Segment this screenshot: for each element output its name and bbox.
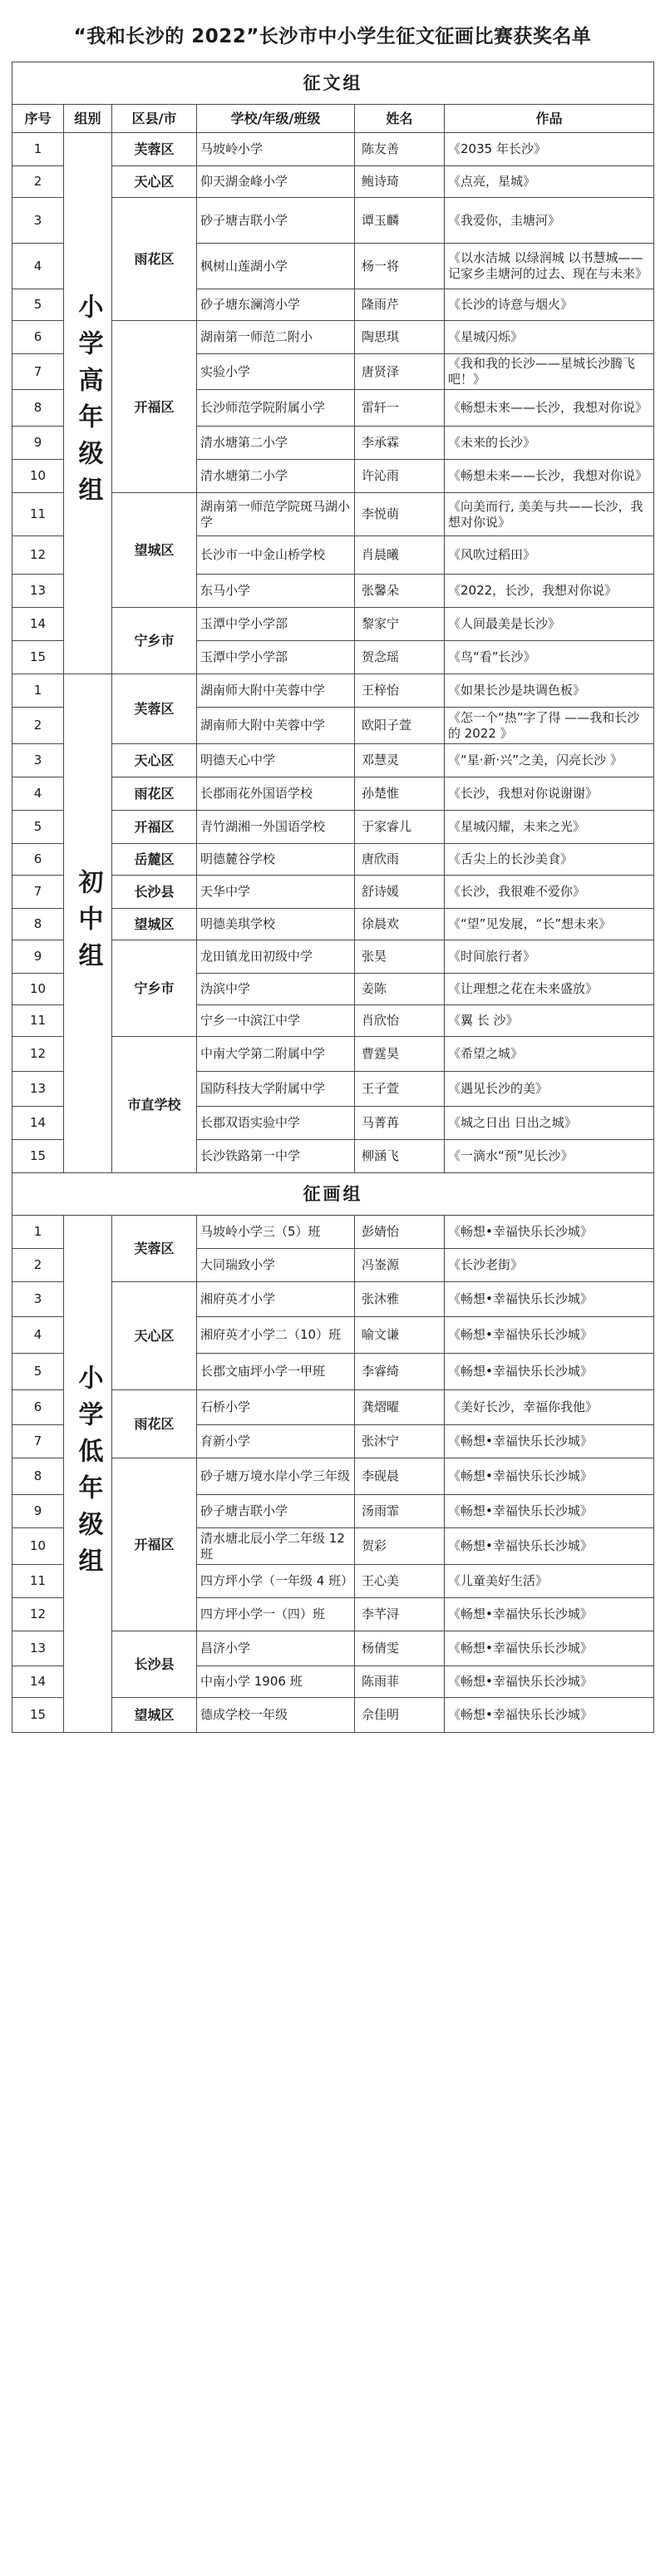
district-name: 芙蓉区 xyxy=(112,133,197,166)
table-row xyxy=(12,133,654,166)
work-cell: 《畅想未来——长沙，我想对你说》 xyxy=(445,460,654,493)
school-cell: 长郡文庙坪小学一甲班 xyxy=(197,1354,355,1390)
work-cell: 《舌尖上的长沙美食》 xyxy=(445,844,654,876)
district-name: 开福区 xyxy=(112,811,197,844)
school-cell: 大同瑞致小学 xyxy=(197,1249,355,1282)
district-name: 岳麓区 xyxy=(112,844,197,876)
row-index: 2 xyxy=(12,166,64,198)
name-cell: 李睿绮 xyxy=(355,1354,445,1390)
row-index: 11 xyxy=(12,1005,64,1037)
work-cell: 《儿童美好生活》 xyxy=(445,1565,654,1598)
district-name: 雨花区 xyxy=(112,1390,197,1458)
header-district: 区县/市 xyxy=(112,105,197,133)
district-name: 长沙县 xyxy=(112,876,197,909)
name-cell: 王梓怡 xyxy=(355,674,445,708)
header-row xyxy=(12,105,654,133)
work-cell: 《长沙老街》 xyxy=(445,1249,654,1282)
name-cell: 鲍诗琦 xyxy=(355,166,445,198)
row-index: 9 xyxy=(12,1495,64,1528)
row-index: 9 xyxy=(12,427,64,460)
name-cell: 冯崟源 xyxy=(355,1249,445,1282)
work-cell: 《未来的长沙》 xyxy=(445,427,654,460)
school-cell: 玉潭中学小学部 xyxy=(197,641,355,674)
row-index: 3 xyxy=(12,1282,64,1317)
work-cell: 《美好长沙，幸福你我他》 xyxy=(445,1390,654,1425)
row-index: 6 xyxy=(12,844,64,876)
name-cell: 邓慧灵 xyxy=(355,744,445,777)
painting-table xyxy=(12,1172,654,1733)
work-cell: 《我爱你，圭塘河》 xyxy=(445,198,654,244)
row-index: 3 xyxy=(12,744,64,777)
name-cell: 李承霖 xyxy=(355,427,445,460)
row-index: 13 xyxy=(12,575,64,608)
row-index: 15 xyxy=(12,641,64,674)
row-index: 3 xyxy=(12,198,64,244)
row-index: 1 xyxy=(12,133,64,166)
work-cell: 《鸟“看”长沙》 xyxy=(445,641,654,674)
district-name: 长沙县 xyxy=(112,1631,197,1698)
header-school: 学校/年级/班级 xyxy=(197,105,355,133)
row-index: 7 xyxy=(12,876,64,909)
name-cell: 唐欣雨 xyxy=(355,844,445,876)
name-cell: 许沁雨 xyxy=(355,460,445,493)
district-name: 望城区 xyxy=(112,1698,197,1733)
name-cell: 佘佳明 xyxy=(355,1698,445,1733)
school-cell: 长沙市一中金山桥学校 xyxy=(197,536,355,575)
school-cell: 枫树山莲湖小学 xyxy=(197,244,355,289)
table-row xyxy=(12,1216,654,1249)
work-cell: 《畅想•幸福快乐长沙城》 xyxy=(445,1354,654,1390)
work-cell: 《怎一个“热”字了得 ——我和长沙的 2022 》 xyxy=(445,708,654,744)
name-cell: 李芊浔 xyxy=(355,1598,445,1631)
row-index: 8 xyxy=(12,909,64,940)
school-cell: 清水塘第二小学 xyxy=(197,427,355,460)
school-cell: 湖南师大附中芙蓉中学 xyxy=(197,708,355,744)
name-cell: 孙楚惟 xyxy=(355,777,445,811)
school-cell: 长沙铁路第一中学 xyxy=(197,1140,355,1173)
school-cell: 明德美琪学校 xyxy=(197,909,355,940)
row-index: 5 xyxy=(12,811,64,844)
school-cell: 马坡岭小学三（5）班 xyxy=(197,1216,355,1249)
work-cell: 《如果长沙是块调色板》 xyxy=(445,674,654,708)
name-cell: 李悦萌 xyxy=(355,493,445,536)
school-cell: 砂子塘吉联小学 xyxy=(197,198,355,244)
row-index: 12 xyxy=(12,1037,64,1072)
district-name: 望城区 xyxy=(112,909,197,940)
district-name: 市直学校 xyxy=(112,1037,197,1173)
school-cell: 四方坪小学（一年级 4 班） xyxy=(197,1565,355,1598)
work-cell: 《畅想•幸福快乐长沙城》 xyxy=(445,1698,654,1733)
table-row xyxy=(12,674,654,708)
school-cell: 长郡雨花外国语学校 xyxy=(197,777,355,811)
work-cell: 《希望之城》 xyxy=(445,1037,654,1072)
name-cell: 龚熠曜 xyxy=(355,1390,445,1425)
school-cell: 仰天湖金峰小学 xyxy=(197,166,355,198)
school-cell: 明德天心中学 xyxy=(197,744,355,777)
school-cell: 湖南第一师范学院斑马湖小学 xyxy=(197,493,355,536)
work-cell: 《一滴水“预”见长沙》 xyxy=(445,1140,654,1173)
work-cell: 《星城闪耀，未来之光》 xyxy=(445,811,654,844)
work-cell: 《城之日出 日出之城》 xyxy=(445,1107,654,1140)
name-cell: 杨一将 xyxy=(355,244,445,289)
school-cell: 马坡岭小学 xyxy=(197,133,355,166)
name-cell: 雷轩一 xyxy=(355,390,445,427)
school-cell: 龙田镇龙田初级中学 xyxy=(197,940,355,974)
name-cell: 舒诗媛 xyxy=(355,876,445,909)
name-cell: 贺彩 xyxy=(355,1528,445,1565)
work-cell: 《畅想•幸福快乐长沙城》 xyxy=(445,1598,654,1631)
header-work: 作品 xyxy=(445,105,654,133)
school-cell: 东马小学 xyxy=(197,575,355,608)
row-index: 14 xyxy=(12,608,64,641)
row-index: 1 xyxy=(12,1216,64,1249)
work-cell: 《长沙，我想对你说谢谢》 xyxy=(445,777,654,811)
work-cell: 《长沙的诗意与烟火》 xyxy=(445,289,654,321)
name-cell: 隆雨芹 xyxy=(355,289,445,321)
name-cell: 王子萱 xyxy=(355,1072,445,1107)
school-cell: 湖南师大附中芙蓉中学 xyxy=(197,674,355,708)
name-cell: 彭婧怡 xyxy=(355,1216,445,1249)
work-cell: 《畅想未来——长沙，我想对你说》 xyxy=(445,390,654,427)
school-cell: 实验小学 xyxy=(197,354,355,390)
name-cell: 欧阳子萱 xyxy=(355,708,445,744)
district-name: 望城区 xyxy=(112,493,197,608)
name-cell: 柳涵飞 xyxy=(355,1140,445,1173)
district-name: 宁乡市 xyxy=(112,940,197,1037)
school-cell: 宁乡一中滨江中学 xyxy=(197,1005,355,1037)
school-cell: 长沙师范学院附属小学 xyxy=(197,390,355,427)
row-index: 10 xyxy=(12,460,64,493)
school-cell: 砂子塘万境水岸小学三年级 xyxy=(197,1458,355,1495)
work-cell: 《风吹过稻田》 xyxy=(445,536,654,575)
name-cell: 曹霆昊 xyxy=(355,1037,445,1072)
school-cell: 中南小学 1906 班 xyxy=(197,1666,355,1698)
district-name: 天心区 xyxy=(112,1282,197,1390)
district-name: 芙蓉区 xyxy=(112,674,197,744)
district-name: 天心区 xyxy=(112,166,197,198)
work-cell: 《畅想•幸福快乐长沙城》 xyxy=(445,1282,654,1317)
school-cell: 德成学校一年级 xyxy=(197,1698,355,1733)
name-cell: 肖晨曦 xyxy=(355,536,445,575)
row-index: 10 xyxy=(12,974,64,1005)
school-cell: 砂子塘吉联小学 xyxy=(197,1495,355,1528)
work-cell: 《2022，长沙，我想对你说》 xyxy=(445,575,654,608)
group-label: 初中组 xyxy=(64,674,112,1173)
name-cell: 张沐雅 xyxy=(355,1282,445,1317)
work-cell: 《畅想•幸福快乐长沙城》 xyxy=(445,1666,654,1698)
school-cell: 清水塘第二小学 xyxy=(197,460,355,493)
essay-table xyxy=(12,62,654,1173)
district-name: 开福区 xyxy=(112,1458,197,1631)
row-index: 10 xyxy=(12,1528,64,1565)
painting-section-row xyxy=(12,1173,654,1216)
name-cell: 张馨朵 xyxy=(355,575,445,608)
district-name: 芙蓉区 xyxy=(112,1216,197,1282)
district-name: 雨花区 xyxy=(112,198,197,321)
work-cell: 《翼 长 沙》 xyxy=(445,1005,654,1037)
name-cell: 李砚晨 xyxy=(355,1458,445,1495)
row-index: 2 xyxy=(12,708,64,744)
row-index: 4 xyxy=(12,777,64,811)
school-cell: 湘府英才小学二（10）班 xyxy=(197,1317,355,1354)
row-index: 8 xyxy=(12,390,64,427)
work-cell: 《畅想•幸福快乐长沙城》 xyxy=(445,1631,654,1666)
district-name: 天心区 xyxy=(112,744,197,777)
name-cell: 陈雨菲 xyxy=(355,1666,445,1698)
school-cell: 玉潭中学小学部 xyxy=(197,608,355,641)
row-index: 2 xyxy=(12,1249,64,1282)
work-cell: 《畅想•幸福快乐长沙城》 xyxy=(445,1528,654,1565)
name-cell: 于家睿儿 xyxy=(355,811,445,844)
name-cell: 喻文谦 xyxy=(355,1317,445,1354)
row-index: 11 xyxy=(12,493,64,536)
work-cell: 《“望”见发展，“长”想未来》 xyxy=(445,909,654,940)
name-cell: 王心美 xyxy=(355,1565,445,1598)
row-index: 9 xyxy=(12,940,64,974)
work-cell: 《畅想•幸福快乐长沙城》 xyxy=(445,1317,654,1354)
painting-section-title: 征画组 xyxy=(12,1173,654,1216)
work-cell: 《我和我的长沙——星城长沙腾飞吧！》 xyxy=(445,354,654,390)
row-index: 1 xyxy=(12,674,64,708)
school-cell: 长郡双语实验中学 xyxy=(197,1107,355,1140)
name-cell: 黎家宁 xyxy=(355,608,445,641)
work-cell: 《时间旅行者》 xyxy=(445,940,654,974)
school-cell: 天华中学 xyxy=(197,876,355,909)
row-index: 14 xyxy=(12,1107,64,1140)
row-index: 12 xyxy=(12,1598,64,1631)
row-index: 15 xyxy=(12,1698,64,1733)
name-cell: 杨倩雯 xyxy=(355,1631,445,1666)
school-cell: 湘府英才小学 xyxy=(197,1282,355,1317)
row-index: 15 xyxy=(12,1140,64,1173)
row-index: 5 xyxy=(12,1354,64,1390)
name-cell: 谭玉麟 xyxy=(355,198,445,244)
row-index: 13 xyxy=(12,1072,64,1107)
row-index: 4 xyxy=(12,1317,64,1354)
name-cell: 姜陈 xyxy=(355,974,445,1005)
work-cell: 《遇见长沙的美》 xyxy=(445,1072,654,1107)
school-cell: 国防科技大学附属中学 xyxy=(197,1072,355,1107)
essay-section-row xyxy=(12,62,654,105)
header-group: 组别 xyxy=(64,105,112,133)
district-name: 雨花区 xyxy=(112,777,197,811)
name-cell: 马菁苒 xyxy=(355,1107,445,1140)
school-cell: 青竹湖湘一外国语学校 xyxy=(197,811,355,844)
row-index: 5 xyxy=(12,289,64,321)
work-cell: 《畅想•幸福快乐长沙城》 xyxy=(445,1425,654,1458)
district-name: 开福区 xyxy=(112,321,197,493)
work-cell: 《畅想•幸福快乐长沙城》 xyxy=(445,1216,654,1249)
school-cell: 湖南第一师范二附小 xyxy=(197,321,355,354)
row-index: 7 xyxy=(12,1425,64,1458)
work-cell: 《长沙，我很难不爱你》 xyxy=(445,876,654,909)
school-cell: 四方坪小学一（四）班 xyxy=(197,1598,355,1631)
work-cell: 《“星·新·兴”之美，闪亮长沙 》 xyxy=(445,744,654,777)
work-cell: 《人间最美是长沙》 xyxy=(445,608,654,641)
work-cell: 《让理想之花在未来盛放》 xyxy=(445,974,654,1005)
school-cell: 昌济小学 xyxy=(197,1631,355,1666)
name-cell: 张昊 xyxy=(355,940,445,974)
header-idx: 序号 xyxy=(12,105,64,133)
essay-section-title: 征文组 xyxy=(12,62,654,105)
work-cell: 《向美而行, 美美与共——长沙，我想对你说》 xyxy=(445,493,654,536)
row-index: 14 xyxy=(12,1666,64,1698)
group-label: 小学高年级组 xyxy=(64,133,112,674)
work-cell: 《点亮，星城》 xyxy=(445,166,654,198)
row-index: 13 xyxy=(12,1631,64,1666)
group-label: 小学低年级组 xyxy=(64,1216,112,1733)
district-name: 宁乡市 xyxy=(112,608,197,674)
name-cell: 唐贤泽 xyxy=(355,354,445,390)
name-cell: 徐晨欢 xyxy=(355,909,445,940)
work-cell: 《畅想•幸福快乐长沙城》 xyxy=(445,1458,654,1495)
work-cell: 《畅想•幸福快乐长沙城》 xyxy=(445,1495,654,1528)
row-index: 8 xyxy=(12,1458,64,1495)
header-name: 姓名 xyxy=(355,105,445,133)
row-index: 7 xyxy=(12,354,64,390)
school-cell: 沩滨中学 xyxy=(197,974,355,1005)
work-cell: 《星城闪烁》 xyxy=(445,321,654,354)
school-cell: 中南大学第二附属中学 xyxy=(197,1037,355,1072)
row-index: 4 xyxy=(12,244,64,289)
school-cell: 石桥小学 xyxy=(197,1390,355,1425)
name-cell: 陈友善 xyxy=(355,133,445,166)
school-cell: 育新小学 xyxy=(197,1425,355,1458)
row-index: 11 xyxy=(12,1565,64,1598)
row-index: 12 xyxy=(12,536,64,575)
name-cell: 肖欣怡 xyxy=(355,1005,445,1037)
school-cell: 砂子塘东澜湾小学 xyxy=(197,289,355,321)
school-cell: 清水塘北辰小学二年级 12 班 xyxy=(197,1528,355,1565)
name-cell: 陶思琪 xyxy=(355,321,445,354)
row-index: 6 xyxy=(12,1390,64,1425)
row-index: 6 xyxy=(12,321,64,354)
name-cell: 张沐宁 xyxy=(355,1425,445,1458)
school-cell: 明德麓谷学校 xyxy=(197,844,355,876)
page-title: “我和长沙的 2022”长沙市中小学生征文征画比赛获奖名单 xyxy=(73,26,592,47)
name-cell: 贺念瑶 xyxy=(355,641,445,674)
work-cell: 《2035 年长沙》 xyxy=(445,133,654,166)
work-cell: 《以水洁城 以绿润城 以书慧城——记家乡圭塘河的过去、现在与未来》 xyxy=(445,244,654,289)
name-cell: 汤雨霏 xyxy=(355,1495,445,1528)
